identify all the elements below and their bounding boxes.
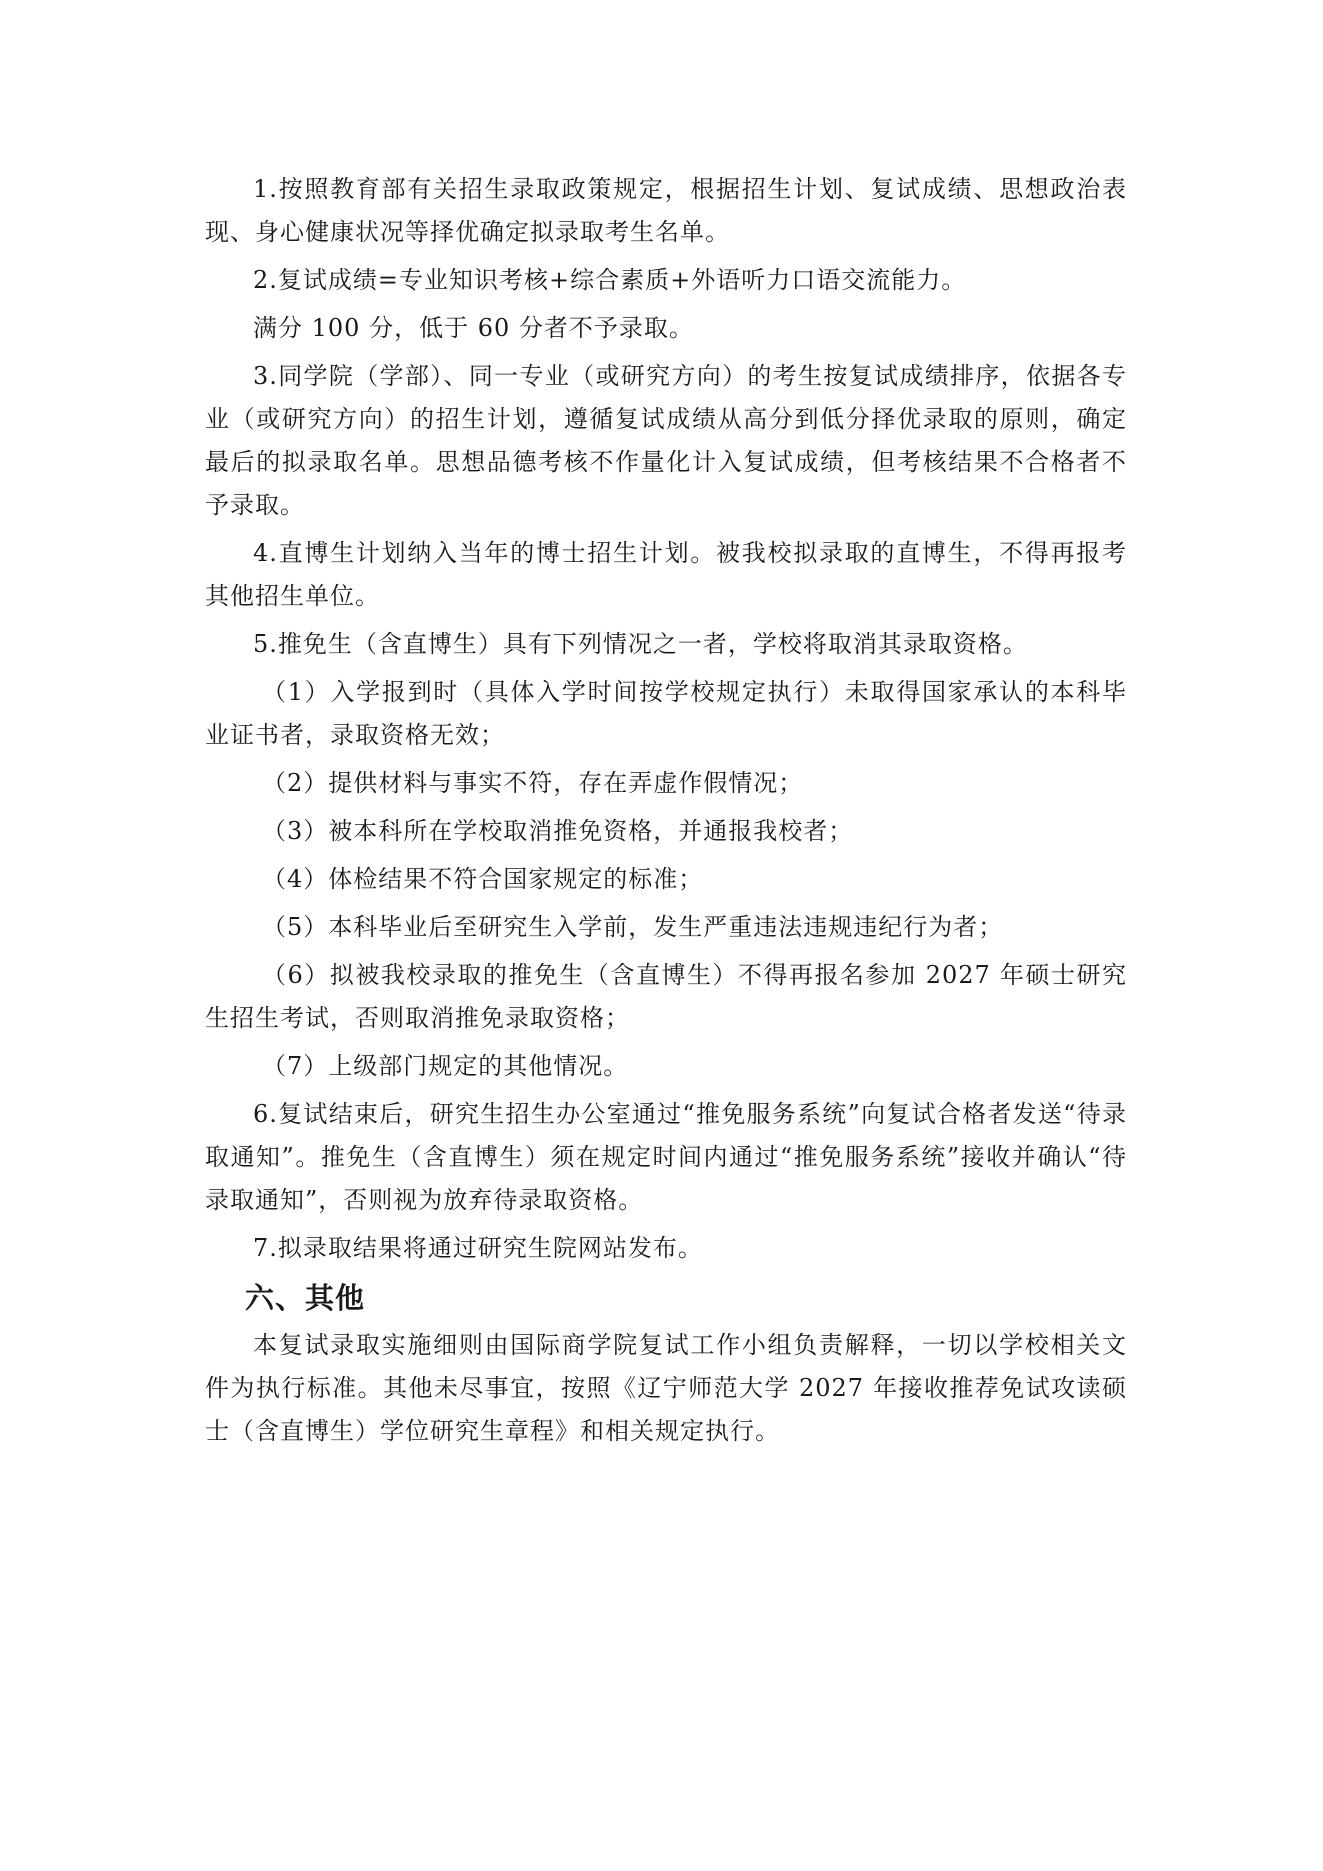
- sub-item-4: （4）体检结果不符合国家规定的标准；: [262, 865, 704, 893]
- document-page: [205, 168, 1127, 1458]
- paragraph-1: 1.按照教育部有关招生录取政策规定，根据招生计划、复试成绩、思想政治表现、身心健康状况等择优确定拟录取考生名单。: [205, 175, 1127, 246]
- paragraph-other-body: 本复试录取实施细则由国际商学院复试工作小组负责解释，一切以学校相关文件为执行标准。其他未尽事宜，按照《辽宁师范大学 2027 年接收推荐免试攻读硕士（含直博生）学位研究生章程》和相关规定执行。: [205, 1331, 1127, 1445]
- sub-item-5: （5）本科毕业后至研究生入学前，发生严重违法违规违纪行为者；: [262, 913, 1004, 941]
- paragraph-7: 7.拟录取结果将通过研究生院网站发布。: [253, 1234, 703, 1262]
- paragraph-3: 3.同学院（学部）、同一专业（或研究方向）的考生按复试成绩排序，依据各专业（或研究方向）的招生计划，遵循复试成绩从高分到低分择优录取的原则，确定最后的拟录取名单。思想品德考核不作量化计入复试成绩，但考核结果不合格者不予录取。: [205, 362, 1127, 519]
- sub-item-3: （3）被本科所在学校取消推免资格，并通报我校者；: [262, 817, 854, 845]
- paragraph-4: 4.直博生计划纳入当年的博士招生计划。被我校拟录取的直博生，不得再报考其他招生单位。: [205, 539, 1127, 610]
- paragraph-6: 6.复试结束后，研究生招生办公室通过“推免服务系统”向复试合格者发送“待录取通知”。推免生（含直博生）须在规定时间内通过“推免服务系统”接收并确认“待录取通知”，否则视为放弃待录取资格。: [205, 1100, 1127, 1214]
- sub-item-2: （2）提供材料与事实不符，存在弄虚作假情况；: [262, 769, 804, 797]
- paragraph-2: 2.复试成绩=专业知识考核+综合素质+外语听力口语交流能力。: [253, 266, 967, 294]
- section-heading-other: 六、其他: [245, 1281, 366, 1315]
- paragraph-score-note: 满分 100 分，低于 60 分者不予录取。: [253, 314, 694, 342]
- paragraph-5: 5.推免生（含直博生）具有下列情况之一者，学校将取消其录取资格。: [253, 630, 1028, 658]
- sub-item-1: （1）入学报到时（具体入学时间按学校规定执行）未取得国家承认的本科毕业证书者，录取资格无效；: [205, 678, 1127, 749]
- sub-item-7: （7）上级部门规定的其他情况。: [262, 1052, 629, 1080]
- sub-item-6: （6）拟被我校录取的推免生（含直博生）不得再报名参加 2027 年硕士研究生招生考试，否则取消推免录取资格；: [205, 961, 1127, 1032]
